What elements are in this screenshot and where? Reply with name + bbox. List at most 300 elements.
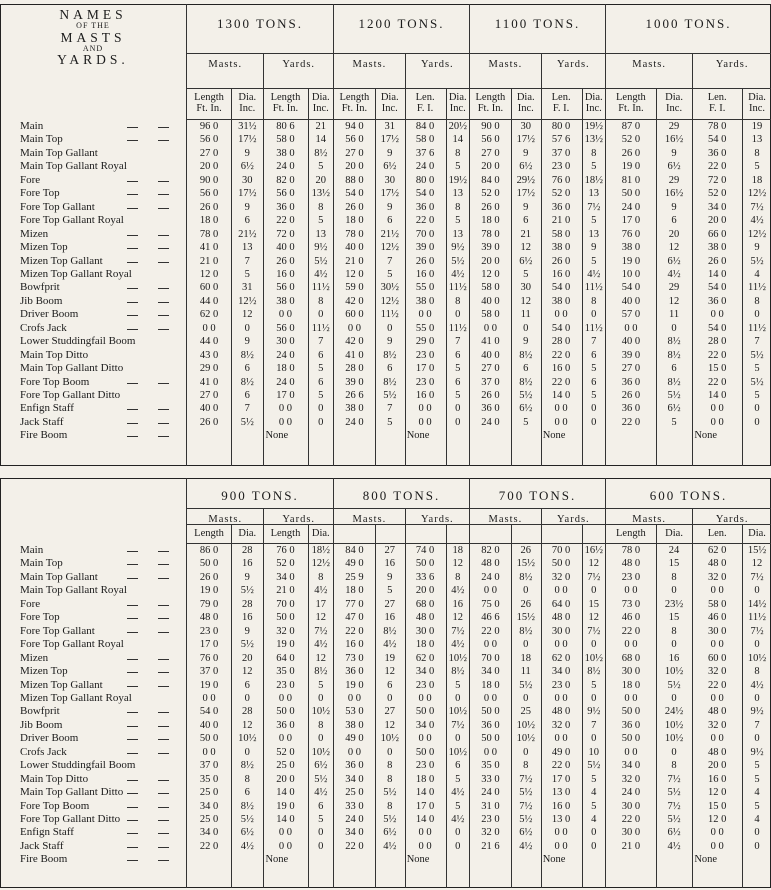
table-cell: 20 0 bbox=[345, 161, 364, 173]
table-cell: 17 0 bbox=[415, 800, 435, 812]
table-cell: 24 0 bbox=[481, 787, 500, 799]
table-cell: 0 0 bbox=[418, 733, 432, 745]
table-cell: 23 0 bbox=[415, 760, 435, 772]
table-cell: 0 0 bbox=[710, 733, 724, 745]
table-cell: 8½ bbox=[240, 800, 254, 812]
table-cell: 0 0 bbox=[483, 322, 497, 334]
table-cell: 9 bbox=[244, 571, 250, 583]
table-cell: 33 0 bbox=[481, 773, 500, 785]
table-cell: 6 bbox=[244, 363, 250, 375]
rule bbox=[470, 508, 606, 509]
table-cell: 8½ bbox=[383, 376, 397, 388]
table-cell: 5 bbox=[591, 800, 597, 812]
table-cell: 5 bbox=[318, 679, 324, 691]
table-cell: 17½ bbox=[380, 134, 399, 146]
row-name: Mizen Top bbox=[20, 241, 68, 254]
table-cell: 24 0 bbox=[621, 787, 641, 799]
table-cell: 5 bbox=[318, 161, 324, 173]
table-cell: 8 bbox=[387, 760, 393, 772]
table-cell: 7½ bbox=[750, 201, 764, 213]
table-cell: 23 0 bbox=[551, 679, 571, 691]
leader-dash bbox=[127, 672, 138, 673]
table-cell: 7½ bbox=[587, 571, 601, 583]
table-cell: 40 0 bbox=[345, 242, 364, 254]
table-cell: 41 0 bbox=[345, 349, 364, 361]
masts-label: Masts. bbox=[632, 59, 667, 70]
table-cell: 11 bbox=[520, 309, 531, 321]
table-cell: 70 0 bbox=[415, 228, 435, 240]
table-cell: 43 0 bbox=[199, 349, 219, 361]
column-header: Length bbox=[194, 528, 224, 539]
table-cell: 28 bbox=[242, 598, 253, 610]
table-cell: 8 bbox=[591, 147, 597, 159]
table-cell: 58 0 bbox=[551, 228, 571, 240]
table-cell: 6 bbox=[455, 760, 461, 772]
table-cell: 11½ bbox=[748, 282, 767, 294]
table-cell: 36 0 bbox=[345, 666, 364, 678]
table-cell: 0 0 bbox=[202, 322, 216, 334]
table-cell: 48 0 bbox=[708, 706, 727, 718]
table-cell: 13 bbox=[751, 134, 763, 146]
table-cell: 30 0 bbox=[551, 625, 571, 637]
rule bbox=[334, 53, 470, 54]
table-cell: 0 0 bbox=[418, 309, 432, 321]
table-cell: 54 0 bbox=[551, 322, 571, 334]
leader-dash bbox=[127, 578, 138, 579]
table-cell: 17 0 bbox=[199, 639, 219, 651]
table-cell: 40 0 bbox=[481, 349, 500, 361]
table-cell: 19 0 bbox=[276, 639, 295, 651]
table-cell: 26 6 bbox=[345, 390, 364, 401]
table-cell: 78 0 bbox=[345, 228, 364, 240]
table-cell: 0 0 bbox=[710, 827, 724, 839]
table-cell: 20 0 bbox=[708, 760, 727, 772]
row-name: Crofs Jack bbox=[20, 745, 67, 758]
table-cell: 52 0 bbox=[621, 134, 641, 146]
table-cell: 9½ bbox=[451, 242, 465, 254]
table-cell: 70 0 bbox=[551, 545, 571, 556]
table-cell: 16 0 bbox=[276, 268, 295, 280]
row-name: Main Top Ditto bbox=[20, 772, 89, 785]
table-cell: 8½ bbox=[240, 760, 254, 772]
table-cell: 8½ bbox=[667, 336, 681, 348]
table-cell: 46 0 bbox=[621, 612, 641, 624]
leader-dash bbox=[127, 409, 138, 410]
table-cell: 94 0 bbox=[345, 121, 364, 132]
rule bbox=[334, 508, 470, 509]
table-cell: 36 0 bbox=[551, 201, 571, 213]
none-note: None bbox=[265, 430, 289, 442]
table-cell: 8 bbox=[318, 201, 324, 213]
table-cell: 5 bbox=[591, 255, 597, 267]
row-name: Bowfprit bbox=[20, 281, 60, 294]
table-cell: 26 0 bbox=[276, 255, 295, 267]
table-cell: 39 0 bbox=[415, 242, 435, 254]
table-cell: 49 0 bbox=[551, 746, 571, 758]
table-cell: 5½ bbox=[383, 814, 397, 825]
table-cell: 26 bbox=[520, 598, 531, 610]
table-cell: 18 0 bbox=[481, 679, 500, 691]
row-name: Fore Top Gallant Ditto bbox=[20, 813, 121, 825]
leader-dash bbox=[158, 712, 169, 713]
table-cell: 0 bbox=[455, 840, 461, 852]
column-header: Len. F. I. bbox=[415, 92, 435, 114]
yards-label: Yards. bbox=[282, 514, 316, 525]
table-cell: 5 bbox=[591, 773, 597, 785]
table-cell: 60 0 bbox=[345, 309, 364, 321]
table-cell: 26 0 bbox=[551, 255, 571, 267]
table-cell: 25 0 bbox=[199, 787, 219, 799]
table-cell: 6½ bbox=[314, 760, 328, 772]
table-cell: 44 0 bbox=[199, 295, 219, 307]
table-cell: 62 0 bbox=[199, 309, 219, 321]
table-cell: 0 bbox=[671, 746, 677, 758]
table-cell: 12 bbox=[668, 242, 680, 254]
row-name: Mizen bbox=[20, 227, 49, 240]
table-cell: 5½ bbox=[667, 814, 681, 825]
table-cell: 48 0 bbox=[551, 706, 571, 718]
row-name: Mizen Top Gallant Royal bbox=[20, 691, 132, 704]
table-cell: 12 0 bbox=[708, 814, 727, 825]
table-cell: 8 bbox=[244, 773, 250, 785]
table-cell: 4½ bbox=[451, 639, 465, 651]
table-cell: 38 0 bbox=[551, 242, 571, 254]
table-cell: 7 bbox=[318, 336, 324, 348]
table-cell: 10½ bbox=[664, 666, 684, 678]
leader-dash bbox=[158, 302, 169, 303]
table-cell: 4 bbox=[754, 814, 760, 825]
table-cell: 19½ bbox=[448, 174, 467, 186]
table-cell: 10½ bbox=[448, 652, 467, 664]
table-cell: 62 0 bbox=[415, 652, 435, 664]
table-cell: 18 bbox=[452, 545, 463, 556]
table-cell: 12 bbox=[588, 558, 599, 570]
table-cell: 34 0 bbox=[199, 827, 219, 839]
table-cell: 90 0 bbox=[199, 174, 219, 186]
table-cell: 0 bbox=[318, 692, 324, 704]
table-cell: 21½ bbox=[238, 228, 257, 240]
row-name: Main Top Gallant Ditto bbox=[20, 786, 124, 799]
table-cell: 15½ bbox=[747, 545, 767, 556]
table-cell: 68 0 bbox=[415, 598, 435, 610]
table-cell: 18 0 bbox=[481, 215, 500, 227]
table-cell: 22 0 bbox=[481, 625, 500, 637]
table-cell: 40 0 bbox=[199, 403, 219, 415]
column-header: Dia. Inc. bbox=[380, 92, 399, 114]
table-cell: 24 0 bbox=[276, 161, 295, 173]
table-cell: 13 0 bbox=[551, 787, 571, 799]
table-cell: 0 bbox=[591, 639, 597, 651]
row-name: Bowfprit bbox=[20, 705, 60, 718]
table-cell: 11½ bbox=[448, 282, 467, 294]
table-cell: 6½ bbox=[519, 403, 533, 415]
leader-dash bbox=[158, 564, 169, 565]
table-cell: 36 0 bbox=[621, 719, 641, 731]
table-cell: 5 bbox=[244, 268, 250, 280]
table-cell: 29½ bbox=[516, 174, 535, 186]
row-name: Fore Top bbox=[20, 187, 60, 200]
table-cell: 0 0 bbox=[554, 309, 568, 321]
table-cell: 26 0 bbox=[708, 255, 727, 267]
table-cell: 5 bbox=[754, 760, 760, 772]
table-cell: 8½ bbox=[451, 666, 465, 678]
table-cell: 34 0 bbox=[415, 666, 435, 678]
table-cell: 22 0 bbox=[621, 625, 641, 637]
rule bbox=[334, 88, 470, 89]
table-cell: 0 0 bbox=[278, 692, 293, 704]
row-name: Enfign Staff bbox=[20, 826, 74, 839]
table-cell: 26 0 bbox=[199, 201, 219, 213]
table-cell: 31 bbox=[384, 121, 395, 132]
table-cell: 0 bbox=[591, 585, 597, 597]
table-cell: 5 bbox=[455, 773, 461, 785]
table-cell: 50 0 bbox=[415, 746, 435, 758]
leader-dash bbox=[127, 127, 138, 128]
table-cell: 40 0 bbox=[621, 336, 641, 348]
table-cell: 25 0 bbox=[345, 787, 364, 799]
table-cell: 0 0 bbox=[278, 416, 293, 428]
table-cell: 6 bbox=[523, 215, 529, 227]
row-name: Main bbox=[20, 544, 44, 556]
table-cell: 5½ bbox=[383, 390, 397, 401]
table-cell: 4½ bbox=[314, 268, 328, 280]
table-cell: 50 0 bbox=[621, 733, 641, 745]
table-cell: 5 bbox=[591, 679, 597, 691]
table-cell: 64 0 bbox=[551, 598, 571, 610]
leader-dash bbox=[158, 780, 169, 781]
table-cell: 79 0 bbox=[199, 598, 219, 610]
table-cell: 16 0 bbox=[708, 773, 727, 785]
table-cell: 5 bbox=[754, 800, 760, 812]
column-header: Dia. Inc. bbox=[311, 92, 330, 114]
table-cell: 8½ bbox=[667, 376, 681, 388]
table-cell: 6½ bbox=[240, 161, 254, 173]
masts-label: Masts. bbox=[208, 59, 243, 70]
table-cell: 32 0 bbox=[621, 773, 641, 785]
table-cell: 8 bbox=[318, 571, 324, 583]
table-cell: 0 bbox=[387, 322, 393, 334]
table-cell: 54 0 bbox=[415, 188, 435, 200]
table-cell: 27 bbox=[384, 706, 395, 718]
table-block-bottom bbox=[0, 478, 771, 888]
table-cell: 0 bbox=[523, 746, 529, 758]
table-cell: 9 bbox=[387, 147, 393, 159]
table-cell: 14 0 bbox=[708, 390, 727, 401]
table-cell: 12½ bbox=[747, 228, 767, 240]
table-cell: 20 0 bbox=[276, 773, 295, 785]
table-cell: 8 bbox=[455, 147, 461, 159]
table-cell: 5½ bbox=[519, 390, 533, 401]
table-cell: 6 bbox=[671, 215, 677, 227]
table-cell: 44 0 bbox=[199, 336, 219, 348]
table-cell: 8½ bbox=[383, 625, 397, 637]
table-cell: 60 0 bbox=[708, 652, 727, 664]
table-cell: 8 bbox=[455, 571, 461, 583]
tonnage-group bbox=[186, 478, 333, 888]
tonnage-group bbox=[333, 4, 469, 466]
leader-dash bbox=[127, 820, 138, 821]
table-cell: 0 0 bbox=[554, 827, 568, 839]
table-cell: 16 bbox=[668, 652, 680, 664]
table-cell: 24 0 bbox=[481, 416, 500, 428]
column-header: Dia. Inc. bbox=[238, 92, 257, 114]
table-cell: 7½ bbox=[587, 201, 601, 213]
table-cell: 19 0 bbox=[199, 585, 219, 597]
tonnage-group bbox=[469, 4, 605, 466]
table-cell: 12 bbox=[520, 242, 531, 254]
table-cell: 0 0 bbox=[710, 309, 724, 321]
leader-dash bbox=[127, 833, 138, 834]
table-cell: 8 bbox=[455, 295, 461, 307]
table-cell: 16½ bbox=[664, 188, 684, 200]
table-cell: 4½ bbox=[519, 840, 533, 852]
table-cell: 26 0 bbox=[621, 147, 641, 159]
column-header: Length Ft. In. bbox=[194, 92, 224, 114]
table-cell: 7 bbox=[591, 719, 597, 731]
table-cell: 34 0 bbox=[345, 827, 364, 839]
table-cell: 27 0 bbox=[481, 147, 500, 159]
masts-label: Masts. bbox=[488, 514, 523, 525]
table-cell: 0 0 bbox=[418, 692, 432, 704]
table-cell: 0 bbox=[318, 840, 324, 852]
table-cell: 54 0 bbox=[345, 188, 364, 200]
table-cell: 8½ bbox=[587, 666, 601, 678]
table-cell: 11 bbox=[668, 309, 680, 321]
table-cell: 50 0 bbox=[199, 733, 219, 745]
table-cell: 84 0 bbox=[481, 174, 500, 186]
column-header: Len. F. I. bbox=[707, 92, 727, 114]
yards-label: Yards. bbox=[421, 514, 454, 525]
table-cell: 14 bbox=[315, 134, 326, 146]
table-cell: 15½ bbox=[516, 612, 535, 624]
table-cell: 12 bbox=[315, 652, 326, 664]
table-cell: 18 0 bbox=[621, 679, 641, 691]
table-cell: 4 bbox=[591, 814, 597, 825]
table-cell: 5½ bbox=[240, 639, 254, 651]
title-names: NAMES bbox=[59, 7, 127, 22]
table-cell: 5½ bbox=[240, 585, 254, 597]
table-cell: 7½ bbox=[750, 571, 764, 583]
masts-label: Masts. bbox=[352, 59, 387, 70]
table-cell: 0 bbox=[244, 746, 250, 758]
table-cell: 6½ bbox=[667, 255, 681, 267]
table-cell: 18 bbox=[751, 174, 763, 186]
table-cell: 34 0 bbox=[415, 719, 435, 731]
title-and: AND bbox=[82, 43, 104, 53]
table-cell: 5 bbox=[591, 215, 597, 227]
row-name: Fore Top Boom bbox=[20, 799, 90, 812]
table-cell: 36 0 bbox=[415, 201, 435, 213]
table-cell: 76 0 bbox=[551, 174, 571, 186]
table-cell: 16 bbox=[242, 612, 253, 624]
table-cell: 5 bbox=[455, 215, 461, 227]
column-header: Length bbox=[270, 528, 301, 539]
table-cell: 22 0 bbox=[708, 679, 727, 691]
table-cell: 6 bbox=[244, 787, 250, 799]
table-cell: 12 bbox=[452, 612, 463, 624]
table-cell: 86 0 bbox=[199, 545, 219, 556]
table-cell: 62 0 bbox=[708, 545, 727, 556]
table-cell: 8½ bbox=[667, 349, 681, 361]
table-cell: 5½ bbox=[667, 787, 681, 799]
table-cell: 0 bbox=[671, 639, 677, 651]
table-cell: 12½ bbox=[311, 558, 330, 570]
table-cell: 6 bbox=[455, 376, 461, 388]
table-cell: 9 bbox=[244, 201, 250, 213]
table-cell: 29 0 bbox=[415, 336, 435, 348]
table-cell: 36 0 bbox=[708, 295, 727, 307]
table-cell: 56 0 bbox=[276, 282, 295, 294]
table-cell: 18½ bbox=[311, 545, 330, 556]
table-cell: 13 bbox=[588, 188, 599, 200]
table-cell: 31½ bbox=[238, 121, 257, 132]
leader-dash bbox=[158, 820, 169, 821]
table-cell: 0 0 bbox=[710, 639, 724, 651]
table-cell: 50 0 bbox=[551, 558, 571, 570]
table-cell: 42 0 bbox=[345, 295, 364, 307]
leader-dash bbox=[127, 262, 138, 263]
table-cell: 9½ bbox=[750, 706, 764, 718]
table-cell: 0 bbox=[671, 322, 677, 334]
table-cell: 74 0 bbox=[415, 545, 435, 556]
table-cell: 15 bbox=[668, 612, 680, 624]
table-cell: 16 bbox=[384, 612, 395, 624]
table-cell: 23 0 bbox=[415, 679, 435, 691]
column-header: Dia. bbox=[748, 528, 766, 539]
table-cell: 5½ bbox=[314, 255, 328, 267]
table-cell: 14 0 bbox=[551, 390, 571, 401]
table-cell: 12½ bbox=[238, 295, 257, 307]
table-cell: 37 0 bbox=[551, 147, 571, 159]
table-cell: 36 0 bbox=[708, 147, 727, 159]
table-cell: 7 bbox=[754, 719, 760, 731]
table-cell: 4½ bbox=[383, 840, 397, 852]
none-note: None bbox=[542, 854, 566, 866]
table-cell: 0 bbox=[387, 746, 393, 758]
table-cell: 7½ bbox=[667, 773, 681, 785]
table-cell: 32 0 bbox=[708, 719, 727, 731]
table-cell: 6½ bbox=[667, 403, 681, 415]
table-cell: 73 0 bbox=[345, 652, 364, 664]
leader-dash bbox=[158, 329, 169, 330]
table-cell: 58 0 bbox=[415, 134, 435, 146]
column-header: Length Ft. In. bbox=[616, 92, 646, 114]
table-cell: 38 0 bbox=[621, 242, 641, 254]
table-cell: 14 bbox=[452, 134, 463, 146]
column-header: Dia. bbox=[311, 528, 330, 539]
table-cell: 28 0 bbox=[551, 336, 571, 348]
leader-dash bbox=[127, 302, 138, 303]
table-cell: 10½ bbox=[664, 733, 684, 745]
table-cell: 0 0 bbox=[624, 585, 638, 597]
table-cell: 5 bbox=[387, 416, 393, 428]
table-cell: 26 0 bbox=[415, 255, 435, 267]
table-cell: 5 bbox=[455, 161, 461, 173]
table-cell: 90 0 bbox=[481, 121, 500, 132]
table-cell: 0 0 bbox=[710, 585, 724, 597]
table-cell: 7 bbox=[455, 336, 461, 348]
none-note: None bbox=[406, 430, 430, 442]
table-cell: 10½ bbox=[238, 733, 257, 745]
table-cell: 6 bbox=[671, 363, 677, 375]
table-cell: 56 0 bbox=[276, 188, 295, 200]
table-cell: 6 bbox=[244, 679, 250, 691]
table-cell: 10½ bbox=[584, 652, 603, 664]
tonnage-group bbox=[605, 478, 771, 888]
table-cell: 46 0 bbox=[708, 612, 727, 624]
table-cell: 24 0 bbox=[276, 349, 295, 361]
leader-dash bbox=[158, 793, 169, 794]
